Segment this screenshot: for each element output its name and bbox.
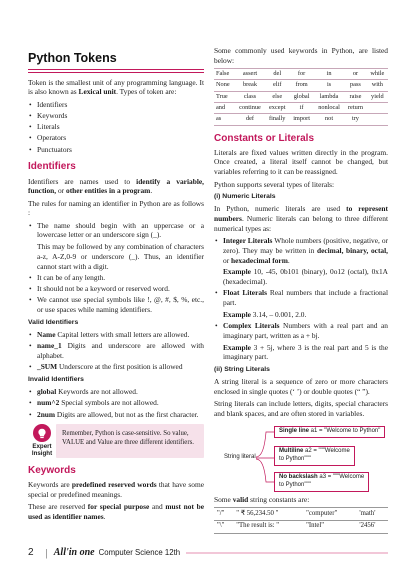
identifier-rules-list bbox=[28, 221, 204, 315]
string-constants-intro: Some valid string constants are: bbox=[214, 494, 310, 504]
list-item: • Integer Literals Whole numbers (positive, negative, or zero). They may be written in decimal, binary, octal, or hexadecimal form. Example 10, -45, 0b101 (binary), 0o12 (octal), 0x1A (hexadecimal). bbox=[214, 236, 388, 287]
table-cell: class bbox=[235, 91, 265, 102]
table-cell: break bbox=[235, 80, 265, 91]
table-cell: else bbox=[265, 91, 289, 102]
brand-logo: All'in one bbox=[51, 546, 98, 559]
constants-paragraph-2: Python supports several types of literals: bbox=[214, 179, 335, 189]
left-column bbox=[28, 50, 204, 524]
table-cell: with bbox=[367, 80, 388, 91]
invalid-identifiers-heading: Invalid Identifiers bbox=[28, 376, 84, 384]
table-cell: if bbox=[289, 102, 314, 113]
list-item: • 2num Digits are allowed, but not as the first character. bbox=[28, 410, 204, 420]
table-cell: finally bbox=[265, 114, 289, 125]
table-cell: elif bbox=[265, 80, 289, 91]
table-cell: assert bbox=[235, 69, 265, 80]
keywords-table bbox=[214, 68, 388, 125]
table-row bbox=[214, 520, 388, 533]
section-title-python-tokens: Python Tokens bbox=[28, 51, 117, 65]
table-cell bbox=[367, 102, 388, 113]
table-cell: continue bbox=[235, 102, 265, 113]
book-subject: Computer Science 12th bbox=[98, 548, 186, 558]
list-item: • The name should begin with an uppercase or a lowercase letter or an underscore sign (_). This may be followed by any combination of characters a-z, A-Z,0-9 or underscore (_). Thus, an identifier cannot start with a digit. bbox=[28, 221, 204, 272]
tokens-intro: Token is the smallest unit of any programming language. It is also known as Lexical unit. Types of token are: bbox=[28, 77, 204, 97]
table-cell: yield bbox=[367, 91, 388, 102]
valid-identifiers-heading: Valid Identifiers bbox=[28, 319, 79, 326]
numeric-literal-types-list bbox=[214, 236, 388, 362]
table-row bbox=[214, 80, 388, 91]
keywords-list-intro: Some commonly used keywords in Python, are listed below: bbox=[214, 46, 388, 65]
table-cell: " ₹ 56,234.50 " bbox=[233, 508, 303, 521]
diagram-multiline-box: Multiline a2 = """Welcome to Python""" bbox=[274, 446, 355, 466]
string-literals-paragraph-2: String literals can include letters, digits, special characters and blank spaces, and are often stored in variables. bbox=[214, 399, 388, 418]
table-cell: pass bbox=[344, 80, 366, 91]
list-item: • Operators bbox=[28, 133, 204, 143]
table-cell: False bbox=[214, 69, 235, 80]
list-item: • It should not be a keyword or reserved word. bbox=[28, 284, 204, 294]
table-cell: while bbox=[367, 69, 388, 80]
list-item: • It can be of any length. bbox=[28, 273, 204, 283]
lightbulb-icon bbox=[33, 424, 51, 442]
table-cell: None bbox=[214, 80, 235, 91]
complex-example: Example 3 + 5j, where 3 is the real part and 5 is the imaginary part. bbox=[223, 342, 388, 362]
expert-insight-text: Remember, Python is case-sensitive. So value, VALUE and Value are three different identifiers. bbox=[56, 424, 204, 457]
table-cell: except bbox=[265, 102, 289, 113]
expert-insight-label: Expert Insight bbox=[31, 443, 53, 458]
list-item: • We cannot use special symbols like !, @, #, $, %, etc., or use spaces while naming identifiers. bbox=[28, 295, 204, 315]
list-item: • global Keywords are not allowed. bbox=[28, 387, 204, 397]
diagram-single-line-box: Single line a1 = "Welcome to Python" bbox=[274, 426, 385, 439]
table-cell: "\" bbox=[214, 520, 233, 533]
table-cell: raise bbox=[344, 91, 366, 102]
table-cell: lambda bbox=[314, 91, 344, 102]
table-row bbox=[214, 114, 388, 125]
table-row bbox=[214, 69, 388, 80]
table-cell: "The result is: " bbox=[233, 520, 303, 533]
constants-paragraph-1: Literals are fixed values written directly in the program. Once created, a literal itself cannot be changed, but variables referring to it can be reassigned. bbox=[214, 147, 388, 177]
constants-heading: Constants or Literals bbox=[214, 132, 315, 144]
table-cell: nonlocal bbox=[314, 102, 344, 113]
diagram-root-label: String literal bbox=[224, 453, 256, 460]
right-column bbox=[214, 46, 388, 538]
table-cell: not bbox=[314, 114, 344, 125]
float-example: Example 3.14, – 0.001, 2.0. bbox=[223, 309, 307, 319]
list-item: • num^2 Special symbols are not allowed. bbox=[28, 398, 204, 408]
numeric-literals-heading: (i) Numeric Literals bbox=[214, 193, 276, 201]
page-footer bbox=[28, 545, 388, 561]
invalid-identifiers-list bbox=[28, 387, 204, 419]
identifiers-paragraph: Identifiers are names used to identify a variable, function, or other entities in a program. bbox=[28, 176, 204, 196]
table-cell: 'math' bbox=[356, 508, 388, 521]
list-item: • Name Capital letters with small letters are allowed. bbox=[28, 330, 204, 340]
table-cell: as bbox=[214, 114, 235, 125]
table-row bbox=[214, 91, 388, 102]
table-cell: True bbox=[214, 91, 235, 102]
table-row bbox=[214, 102, 388, 113]
table-cell: for bbox=[289, 69, 314, 80]
integer-example: Example 10, -45, 0b101 (binary), 0o12 (octal), 0x1A (hexadecimal). bbox=[223, 267, 388, 287]
list-item: • Float Literals Real numbers that include a fractional part. Example 3.14, – 0.001, 2.0. bbox=[214, 288, 388, 319]
table-cell: "Intel" bbox=[303, 520, 356, 533]
string-literals-paragraph-1: A string literal is a sequence of zero or more characters enclosed in single quotes (‘ ’) or double quotes (“ ”). bbox=[214, 377, 388, 396]
list-item: • Punctuators bbox=[28, 145, 204, 155]
numeric-literals-paragraph: In Python, numeric literals are used to represent numbers. Numeric literals can belong to three different numerical types as: bbox=[214, 204, 388, 233]
token-types-list bbox=[28, 100, 204, 155]
page-number: 2 bbox=[28, 546, 40, 559]
table-cell: import bbox=[289, 114, 314, 125]
table-cell: and bbox=[214, 102, 235, 113]
table-cell: try bbox=[344, 114, 366, 125]
string-constants-table bbox=[214, 507, 388, 534]
table-cell: def bbox=[235, 114, 265, 125]
identifiers-heading: Identifiers bbox=[28, 161, 76, 173]
list-item: • Identifiers bbox=[28, 100, 204, 110]
table-cell: or bbox=[344, 69, 366, 80]
expert-insight-badge bbox=[28, 424, 56, 457]
identifiers-rules-intro: The rules for naming an identifier in Python are as follows : bbox=[28, 198, 204, 218]
table-cell bbox=[367, 114, 388, 125]
valid-identifiers-list bbox=[28, 330, 204, 372]
list-item: • Literals bbox=[28, 122, 204, 132]
table-row bbox=[214, 508, 388, 521]
table-cell: return bbox=[344, 102, 366, 113]
list-item: • Complex Literals Numbers with a real part and an imaginary part, written as a + bj. Example 3 + 5j, where 3 is the real part and 5 is the imaginary part. bbox=[214, 321, 388, 362]
table-cell: from bbox=[289, 80, 314, 91]
diagram-no-backslash-box: No backslash a3 = """Welcome to Python""" bbox=[274, 472, 369, 492]
table-cell: '2456' bbox=[356, 520, 388, 533]
string-literal-diagram bbox=[214, 422, 388, 492]
list-item: • name_1 Digits and underscore are allowed with alphabet. bbox=[28, 341, 204, 361]
keywords-heading: Keywords bbox=[28, 464, 76, 476]
table-cell: "computer" bbox=[303, 508, 356, 521]
footer-separator: | bbox=[40, 546, 51, 561]
expert-insight-box bbox=[28, 424, 204, 457]
list-item: • Keywords bbox=[28, 111, 204, 121]
keywords-paragraph-1: Keywords are predefined reserved words that have some special or predefined meanings. bbox=[28, 479, 204, 499]
table-cell: global bbox=[289, 91, 314, 102]
title-rule bbox=[28, 69, 204, 73]
list-item: • _SUM Underscore at the first position is allowed bbox=[28, 362, 204, 372]
table-cell: is bbox=[314, 80, 344, 91]
string-literals-heading: (ii) String Literals bbox=[214, 366, 270, 374]
keywords-paragraph-2: These are reserved for special purpose and must not be used as identifier names. bbox=[28, 501, 204, 521]
table-cell: del bbox=[265, 69, 289, 80]
table-cell: "/" bbox=[214, 508, 233, 521]
rule-extra: This may be followed by any combination of characters a-z, A-Z,0-9 or underscore (_). Thus, an identifier cannot start with a digit. bbox=[37, 242, 204, 271]
table-cell: in bbox=[314, 69, 344, 80]
